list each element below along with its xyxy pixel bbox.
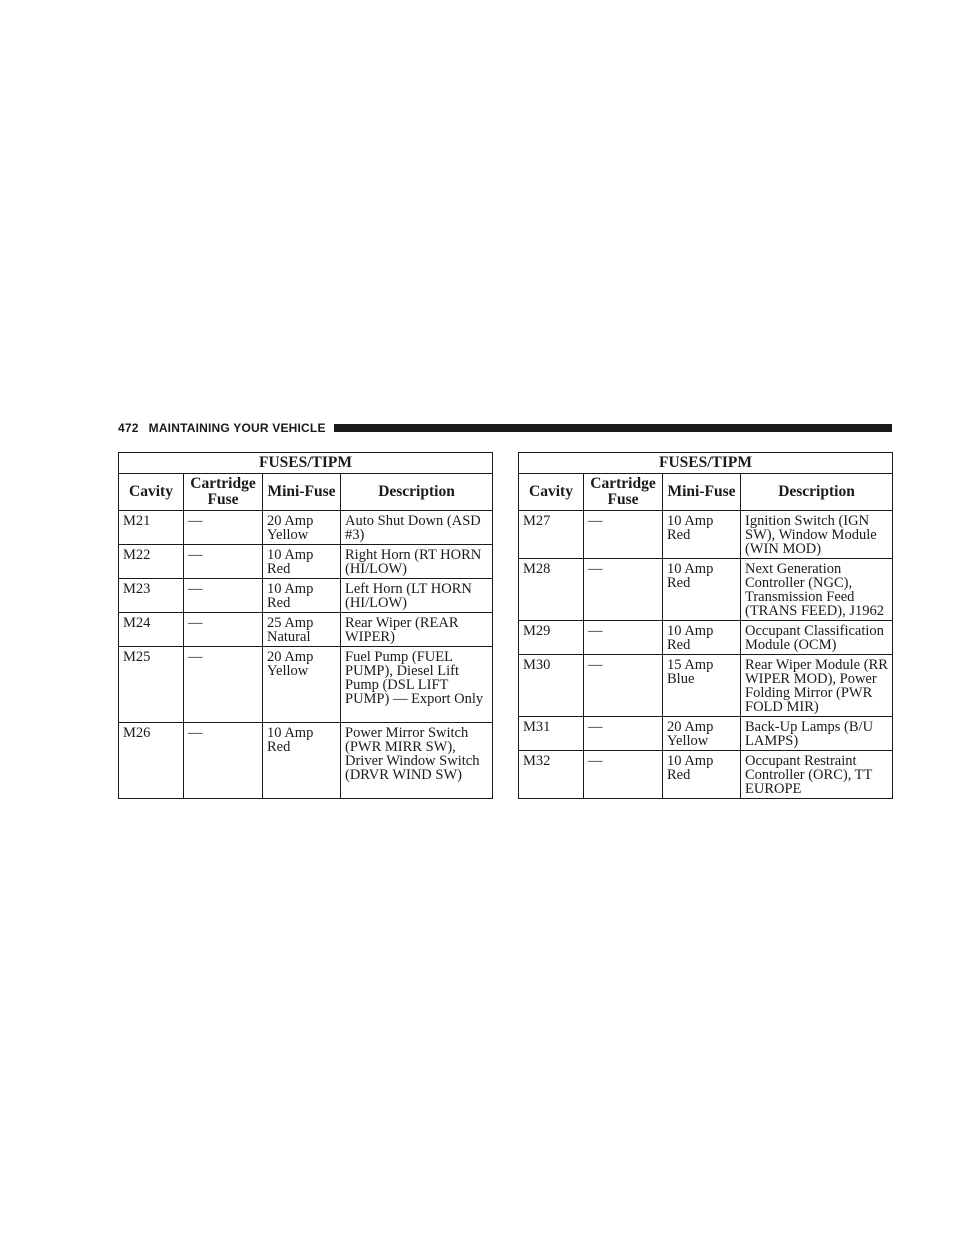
cavity-cell: M27 — [519, 511, 584, 559]
description-cell: Ignition Switch (IGN SW), Window Module (WIN MOD) — [741, 511, 893, 559]
column-header-mini-fuse: Mini-Fuse — [263, 474, 341, 511]
mini-fuse-cell: 10 Amp Red — [663, 559, 741, 621]
cartridge-cell: — — [184, 723, 263, 799]
cavity-cell: M29 — [519, 621, 584, 655]
cartridge-cell: — — [184, 579, 263, 613]
cavity-cell: M22 — [119, 545, 184, 579]
cartridge-cell: — — [584, 751, 663, 799]
table-row — [519, 621, 893, 655]
mini-fuse-cell: 15 Amp Blue — [663, 655, 741, 717]
mini-fuse-cell: 20 Amp Yellow — [263, 511, 341, 545]
table-row — [519, 511, 893, 559]
description-cell: Fuel Pump (FUEL PUMP), Diesel Lift Pump (DSL LIFT PUMP) — Export Only — [341, 647, 493, 723]
cavity-cell: M32 — [519, 751, 584, 799]
mini-fuse-cell: 20 Amp Yellow — [663, 717, 741, 751]
table-row — [519, 559, 893, 621]
column-header-cartridge-fuse: Cartridge Fuse — [584, 474, 663, 511]
description-cell: Occupant Classification Module (OCM) — [741, 621, 893, 655]
description-cell: Power Mirror Switch (PWR MIRR SW), Driver Window Switch (DRVR WIND SW) — [341, 723, 493, 799]
cartridge-cell: — — [184, 545, 263, 579]
cavity-cell: M24 — [119, 613, 184, 647]
cartridge-cell: — — [584, 655, 663, 717]
column-header-cavity: Cavity — [519, 474, 584, 511]
column-header-description: Description — [741, 474, 893, 511]
table-row — [519, 655, 893, 717]
table-row — [119, 545, 493, 579]
cartridge-cell: — — [584, 621, 663, 655]
column-header-cartridge-fuse: Cartridge Fuse — [184, 474, 263, 511]
table-row — [119, 579, 493, 613]
description-cell: Rear Wiper Module (RR WIPER MOD), Power Folding Mirror (PWR FOLD MIR) — [741, 655, 893, 717]
description-cell: Auto Shut Down (ASD #3) — [341, 511, 493, 545]
cartridge-cell: — — [584, 559, 663, 621]
cartridge-cell: — — [184, 511, 263, 545]
description-cell: Next Generation Controller (NGC), Transmission Feed (TRANS FEED), J1962 — [741, 559, 893, 621]
column-header-description: Description — [341, 474, 493, 511]
fuse-table-left — [118, 452, 493, 799]
table-row — [519, 751, 893, 799]
mini-fuse-cell: 10 Amp Red — [263, 579, 341, 613]
page-number: 472 — [118, 421, 139, 435]
mini-fuse-cell: 10 Amp Red — [663, 511, 741, 559]
description-cell: Left Horn (LT HORN (HI/LOW) — [341, 579, 493, 613]
mini-fuse-cell: 10 Amp Red — [263, 545, 341, 579]
page-header — [118, 418, 892, 438]
table-row — [119, 723, 493, 799]
cartridge-cell: — — [584, 511, 663, 559]
table-title: FUSES/TIPM — [519, 453, 893, 474]
table-row — [119, 647, 493, 723]
mini-fuse-cell: 10 Amp Red — [663, 751, 741, 799]
table-row — [119, 511, 493, 545]
cavity-cell: M23 — [119, 579, 184, 613]
cartridge-cell: — — [184, 647, 263, 723]
column-header-mini-fuse: Mini-Fuse — [663, 474, 741, 511]
cartridge-cell: — — [184, 613, 263, 647]
header-rule — [334, 424, 892, 432]
mini-fuse-cell: 25 Amp Natural — [263, 613, 341, 647]
table-row — [119, 613, 493, 647]
column-header-cavity: Cavity — [119, 474, 184, 511]
description-cell: Rear Wiper (REAR WIPER) — [341, 613, 493, 647]
description-cell: Back-Up Lamps (B/U LAMPS) — [741, 717, 893, 751]
description-cell: Right Horn (RT HORN (HI/LOW) — [341, 545, 493, 579]
description-cell: Occupant Restraint Controller (ORC), TT EUROPE — [741, 751, 893, 799]
cavity-cell: M21 — [119, 511, 184, 545]
cavity-cell: M28 — [519, 559, 584, 621]
section-title: MAINTAINING YOUR VEHICLE — [148, 421, 326, 435]
mini-fuse-cell: 20 Amp Yellow — [263, 647, 341, 723]
cartridge-cell: — — [584, 717, 663, 751]
table-row — [519, 717, 893, 751]
cavity-cell: M30 — [519, 655, 584, 717]
cavity-cell: M31 — [519, 717, 584, 751]
mini-fuse-cell: 10 Amp Red — [663, 621, 741, 655]
cavity-cell: M26 — [119, 723, 184, 799]
table-title: FUSES/TIPM — [119, 453, 493, 474]
mini-fuse-cell: 10 Amp Red — [263, 723, 341, 799]
cavity-cell: M25 — [119, 647, 184, 723]
fuse-table-right — [518, 452, 893, 799]
